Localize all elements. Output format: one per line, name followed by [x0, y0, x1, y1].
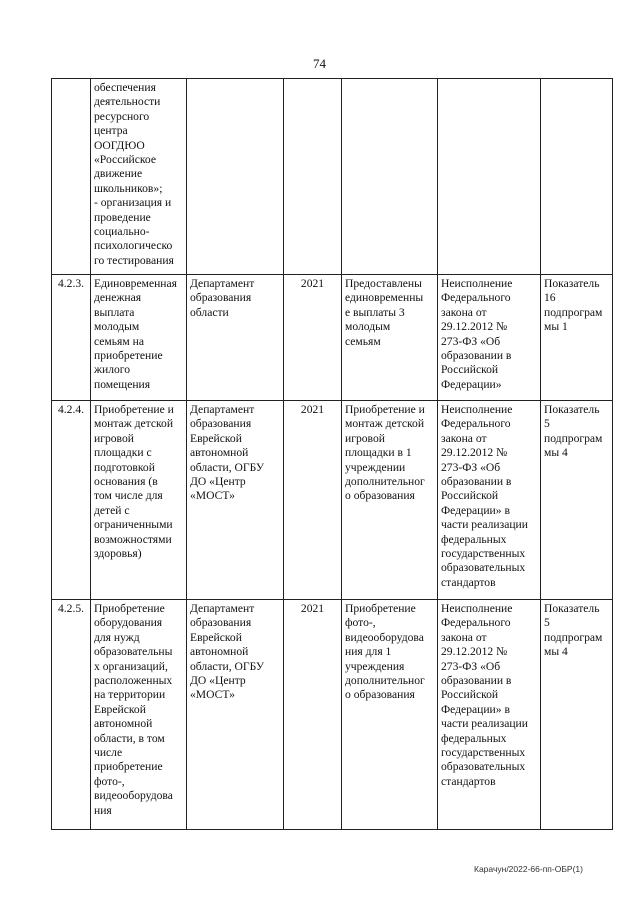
risk-cell	[438, 600, 541, 830]
risk-line: Федерации» в	[441, 503, 510, 517]
risk-line: 273-ФЗ «Об	[441, 460, 501, 474]
result-line: игровой	[345, 431, 385, 445]
name-line: Еврейской	[94, 702, 146, 716]
name-line: том числе для	[94, 489, 163, 503]
name-line: числе	[94, 746, 123, 760]
risk-line: Федерального	[441, 291, 511, 305]
risk-line: государственных	[441, 746, 526, 760]
year-cell: 2021	[284, 600, 342, 830]
name-line: фото-,	[94, 774, 125, 788]
result-cell	[342, 600, 438, 830]
name-line: образовательны	[94, 645, 173, 659]
executor-line: Департамент	[190, 403, 255, 416]
risk-line: части реализации	[441, 717, 528, 731]
result-line: учреждения	[345, 659, 405, 673]
name-line: ния	[94, 803, 112, 817]
risk-line: образовании в	[441, 349, 512, 363]
risk-line: Российской	[441, 688, 499, 702]
name-line: обеспечения	[94, 81, 156, 94]
name-line: денежная	[94, 291, 142, 305]
executor-line: области, ОГБУ	[190, 460, 265, 474]
name-line: социально-	[94, 225, 150, 239]
result-cell	[342, 79, 438, 275]
name-line: приобретение	[94, 760, 163, 774]
indicator-cell	[541, 401, 613, 600]
result-line: Предоставлены	[345, 277, 422, 290]
executor-line: «МОСТ»	[190, 688, 235, 702]
result-line: семьям	[345, 334, 381, 348]
result-cell	[342, 275, 438, 401]
result-line: о образования	[345, 688, 415, 702]
item-number-cell: 4.2.3.	[52, 275, 91, 401]
name-line: здоровья)	[94, 547, 142, 561]
name-line: «Российское	[94, 153, 157, 167]
risk-line: Неисполнение	[441, 403, 513, 416]
name-line: - организация и	[94, 196, 172, 210]
indicator-line: 5	[544, 417, 550, 431]
executor-line: «МОСТ»	[190, 489, 235, 503]
executor-line: образования	[190, 616, 252, 630]
indicator-line: подпрограм	[544, 431, 603, 445]
indicator-cell	[541, 600, 613, 830]
risk-line: Российской	[441, 363, 499, 377]
result-line: дополнительног	[345, 475, 425, 489]
executor-cell	[187, 275, 284, 401]
executor-cell	[187, 401, 284, 600]
result-line: Приобретение и	[345, 403, 425, 416]
table-row	[52, 401, 613, 600]
indicator-line: мы 4	[544, 645, 568, 659]
name-line: автономной	[94, 717, 153, 731]
risk-line: федеральных	[441, 532, 507, 546]
name-line: психологическо	[94, 239, 173, 253]
result-line: ния для 1	[345, 645, 392, 659]
indicator-line: 5	[544, 616, 550, 630]
indicator-line: мы 1	[544, 320, 568, 334]
executor-line: Еврейской	[190, 431, 242, 445]
risk-line: 273-ФЗ «Об	[441, 659, 501, 673]
indicator-line: подпрограм	[544, 305, 603, 319]
executor-cell	[187, 600, 284, 830]
risk-line: 273-ФЗ «Об	[441, 334, 501, 348]
risk-line: образовательных	[441, 561, 526, 575]
year-cell: 2021	[284, 275, 342, 401]
executor-line: автономной	[190, 645, 249, 659]
name-line: видеооборудова	[94, 789, 173, 803]
risk-line: Российской	[441, 489, 499, 503]
executor-line: Еврейской	[190, 630, 242, 644]
item-number-cell	[52, 79, 91, 275]
name-line: для нужд	[94, 630, 140, 644]
indicator-cell	[541, 275, 613, 401]
indicator-line: 16	[544, 291, 556, 305]
risk-line: Федерации»	[441, 377, 502, 391]
executor-line: Департамент	[190, 277, 255, 290]
result-cell	[342, 401, 438, 600]
executor-line: ДО «Центр	[190, 674, 246, 688]
measures-table	[51, 78, 613, 830]
risk-line: образовательных	[441, 760, 526, 774]
result-line: площадки в 1	[345, 446, 412, 460]
risk-line: 29.12.2012 №	[441, 446, 508, 460]
name-line: Единовременная	[94, 277, 177, 290]
name-line: центра	[94, 124, 128, 138]
name-line: деятельности	[94, 95, 161, 109]
item-number-cell: 4.2.4.	[52, 401, 91, 600]
document-footer-stamp: Карачун/2022-66-пп-ОБР(1)	[474, 864, 583, 874]
risk-line: стандартов	[441, 774, 496, 788]
risk-line: образовании в	[441, 674, 512, 688]
indicator-line: Показатель	[544, 403, 600, 416]
indicator-line: Показатель	[544, 602, 600, 615]
indicator-line: подпрограм	[544, 630, 603, 644]
name-line: основания (в	[94, 475, 158, 489]
name-line: семьям на	[94, 334, 144, 348]
executor-line: автономной	[190, 446, 249, 460]
table-row	[52, 79, 613, 275]
name-line: помещения	[94, 377, 151, 391]
risk-line: закона от	[441, 305, 487, 319]
executor-line: области	[190, 305, 229, 319]
executor-cell	[187, 79, 284, 275]
name-line: го тестирования	[94, 253, 174, 267]
risk-line: Неисполнение	[441, 277, 513, 290]
name-line: монтаж детской	[94, 417, 174, 431]
name-line: расположенных	[94, 674, 173, 688]
name-cell	[91, 79, 187, 275]
indicator-line: Показатель	[544, 277, 600, 290]
executor-line: Департамент	[190, 602, 255, 615]
result-line: Приобретение	[345, 602, 416, 615]
risk-line: государственных	[441, 547, 526, 561]
executor-line: образования	[190, 291, 252, 305]
result-line: дополнительног	[345, 674, 425, 688]
name-line: Приобретение	[94, 602, 165, 615]
risk-line: федеральных	[441, 731, 507, 745]
name-line: области, в том	[94, 731, 165, 745]
name-line: ограниченными	[94, 518, 173, 532]
table-row	[52, 600, 613, 830]
name-line: приобретение	[94, 349, 163, 363]
name-line: площадки с	[94, 446, 152, 460]
name-line: на территории	[94, 688, 166, 702]
name-line: проведение	[94, 210, 151, 224]
year-cell: 2021	[284, 401, 342, 600]
risk-line: Федерального	[441, 616, 511, 630]
risk-line: Неисполнение	[441, 602, 513, 615]
name-line: выплата	[94, 305, 135, 319]
name-line: подготовкой	[94, 460, 155, 474]
executor-line: области, ОГБУ	[190, 659, 265, 673]
risk-line: образовании в	[441, 475, 512, 489]
name-line: Приобретение и	[94, 403, 174, 416]
year-cell	[284, 79, 342, 275]
table-row	[52, 275, 613, 401]
name-line: ООГДЮО	[94, 138, 145, 152]
risk-line: закона от	[441, 431, 487, 445]
risk-line: Федерального	[441, 417, 511, 431]
name-cell	[91, 401, 187, 600]
result-line: видеооборудова	[345, 630, 424, 644]
result-line: фото-,	[345, 616, 376, 630]
risk-line: Федерации» в	[441, 702, 510, 716]
result-line: о образования	[345, 489, 415, 503]
result-line: единовременны	[345, 291, 424, 305]
risk-cell	[438, 275, 541, 401]
name-line: молодым	[94, 320, 140, 334]
risk-cell	[438, 401, 541, 600]
executor-line: образования	[190, 417, 252, 431]
name-line: движение	[94, 167, 143, 181]
name-line: жилого	[94, 363, 131, 377]
name-cell	[91, 275, 187, 401]
risk-cell	[438, 79, 541, 275]
risk-line: 29.12.2012 №	[441, 320, 508, 334]
name-line: х организаций,	[94, 659, 168, 673]
item-number-cell: 4.2.5.	[52, 600, 91, 830]
name-line: детей с	[94, 503, 130, 517]
risk-line: закона от	[441, 630, 487, 644]
result-line: молодым	[345, 320, 391, 334]
risk-line: стандартов	[441, 575, 496, 589]
executor-line: ДО «Центр	[190, 475, 246, 489]
name-line: возможностями	[94, 532, 172, 546]
risk-line: части реализации	[441, 518, 528, 532]
result-line: монтаж детской	[345, 417, 425, 431]
indicator-cell	[541, 79, 613, 275]
name-line: игровой	[94, 431, 134, 445]
name-cell	[91, 600, 187, 830]
result-line: е выплаты 3	[345, 305, 405, 319]
name-line: школьников»;	[94, 181, 163, 195]
indicator-line: мы 4	[544, 446, 568, 460]
result-line: учреждении	[345, 460, 406, 474]
name-line: ресурсного	[94, 109, 150, 123]
risk-line: 29.12.2012 №	[441, 645, 508, 659]
page-number: 74	[313, 56, 326, 71]
name-line: оборудования	[94, 616, 163, 630]
